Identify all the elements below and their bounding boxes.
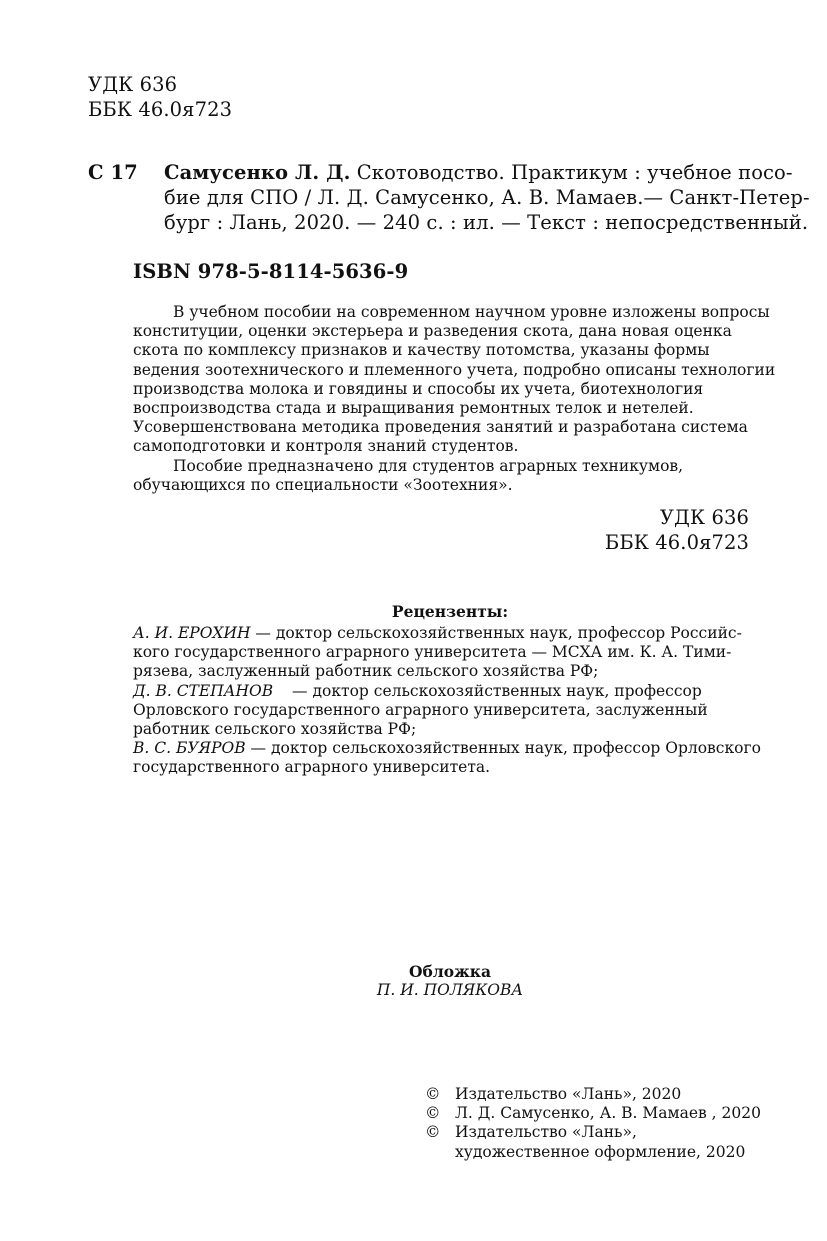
annotation-line: конституции, оценки экстерьера и разведения скота, дана новая оценка [133, 322, 732, 341]
bib-author: Самусенко Л. Д. [164, 161, 351, 184]
cover-label: Обложка [409, 962, 491, 981]
isbn: ISBN 978-5-8114-5636-9 [133, 260, 409, 283]
copyright-row [425, 1104, 761, 1123]
copyright-row [425, 1143, 761, 1162]
reviewer-3-text: — доктор сельскохозяйственных наук, профессор Орловского [245, 739, 761, 758]
copyright-text: художественное оформление, 2020 [455, 1142, 746, 1161]
bib-title: Скотоводство. Практикум : учебное посо- [350, 161, 793, 184]
bib-line-3: бург : Лань, 2020. — 240 с. : ил. — Текст : непосредственный. [164, 211, 809, 234]
reviewer-2-name: Д. В. СТЕПАНОВ [133, 681, 274, 700]
bbk-code: ББК 46.0я723 [88, 98, 233, 121]
udk-code-right: УДК 636 [659, 506, 749, 529]
cover-designer: П. И. ПОЛЯКОВА [376, 981, 524, 1000]
annotation-line: самоподготовки и контроля знаний студентов. [133, 437, 519, 456]
annotation-line: обучающихся по специальности «Зоотехния». [133, 475, 513, 494]
copyright-text: Издательство «Лань», [455, 1123, 637, 1142]
annotation-line: воспроизводства стада и выращивания ремонтных телок и нетелей. [133, 399, 694, 418]
reviewer-3-line [133, 739, 761, 758]
copyright-icon: © [425, 1104, 441, 1123]
reviewer-1-line [133, 624, 758, 643]
udk-code: УДК 636 [88, 73, 178, 96]
copyright-text: Л. Д. Самусенко, А. В. Мамаев , 2020 [455, 1104, 761, 1123]
reviewer-3-line: государственного аграрного университета. [133, 758, 491, 777]
annotation [133, 303, 776, 495]
copyright-icon: © [425, 1123, 441, 1142]
reviewer-3-name: В. С. БУЯРОВ [133, 739, 246, 758]
copyright-row [425, 1123, 761, 1142]
author-mark: С 17 [88, 161, 138, 184]
copyright-spacer [425, 1143, 455, 1162]
header-classification [88, 72, 232, 122]
reviewer-1-text: — доктор сельскохозяйственных наук, профессор Российс- [250, 624, 742, 642]
copyright-icon: © [425, 1085, 441, 1103]
copyright-block [425, 1085, 761, 1162]
reviewer-2-line: работник сельского хозяйства РФ; [133, 720, 417, 739]
copyright-text: Издательство «Лань», 2020 [455, 1085, 682, 1103]
cover-credit [0, 962, 827, 1000]
reviewer-1-name: А. И. ЕРОХИН [133, 624, 251, 642]
annotation-line: В учебном пособии на современном научном уровне изложены вопросы [173, 303, 770, 321]
copyright-row [425, 1085, 761, 1104]
annotation-line: Усовершенствована методика проведения занятий и разработана система [133, 418, 748, 437]
reviewer-2-line [133, 682, 758, 701]
reviewer-2-text: — доктор сельскохозяйственных наук, профессор [287, 681, 702, 700]
bib-line-2: бие для СПО / Л. Д. Самусенко, А. В. Мамаев.— Санкт-Петер- [164, 186, 810, 209]
annotation-line: Пособие предназначено для студентов аграрных техникумов, [173, 456, 684, 475]
annotation-line: производства молока и говядины и способы их учета, биотехнология [133, 379, 704, 398]
bib-line-1 [164, 160, 793, 185]
bbk-code-right: ББК 46.0я723 [604, 531, 749, 554]
reviewer-1-line: рязева, заслуженный работник сельского хозяйства РФ; [133, 662, 599, 681]
reviewers-list [133, 624, 761, 778]
reviewer-2-line: Орловского государственного аграрного университета, заслуженный [133, 700, 708, 719]
annotation-line: ведения зоотехнического и племенного учета, подробно описаны технологии [133, 360, 776, 379]
reviewers-title: Рецензенты: [391, 602, 509, 621]
bibliographic-record [164, 160, 810, 235]
reviewer-1-line: кого государственного аграрного университета — МСХА им. К. А. Тими- [133, 643, 732, 662]
annotation-line: скота по комплексу признаков и качеству потомства, указаны формы [133, 341, 710, 360]
classification-right [605, 505, 749, 555]
